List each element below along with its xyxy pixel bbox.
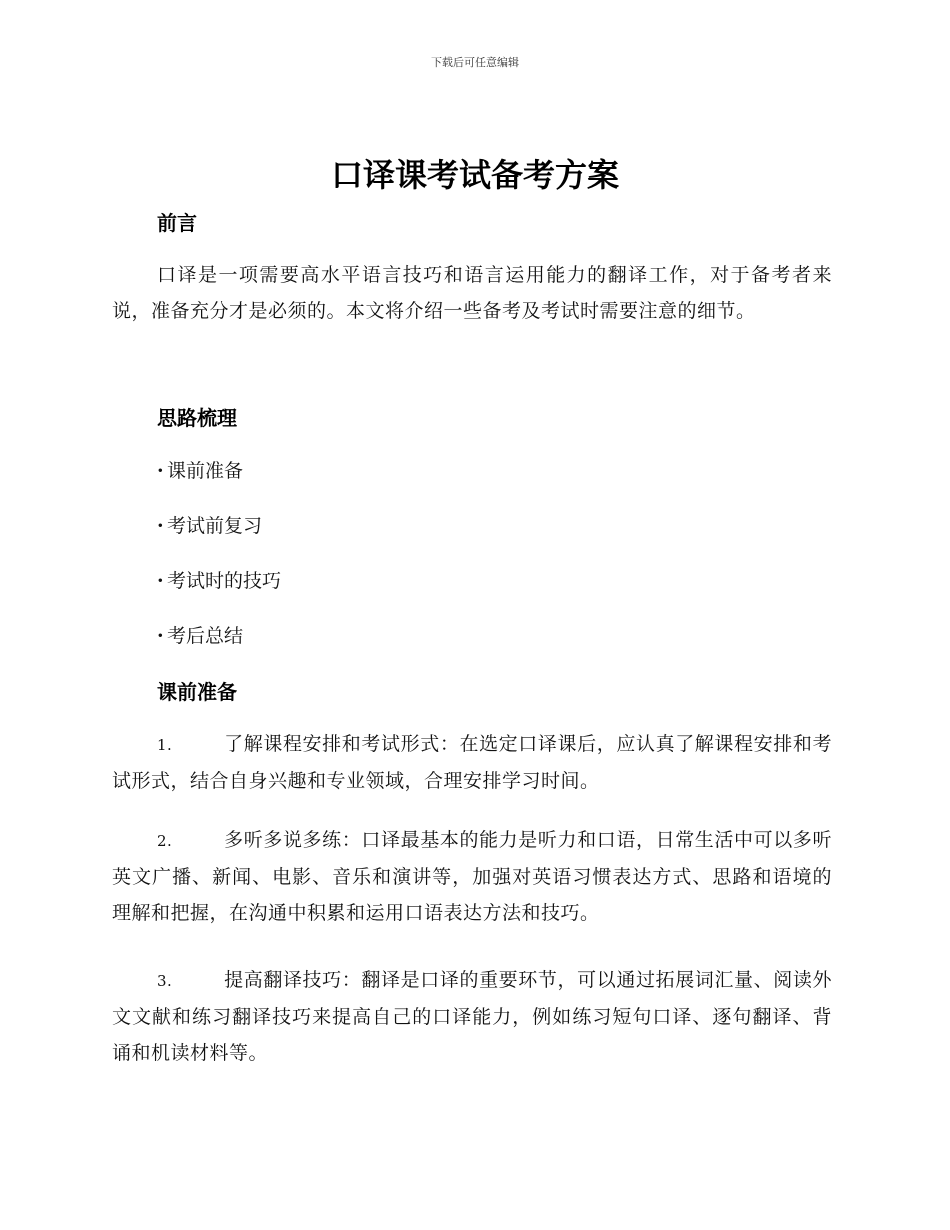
bullet-icon: ·	[157, 570, 164, 592]
item-text: 了解课程安排和考试形式：在选定口译课后，应认真了解课程安排和考试形式，结合自身兴趣和专业领域，合理安排学习时间。	[112, 733, 832, 792]
item-number: 1.	[157, 736, 173, 754]
outline-item-label: 考试时的技巧	[167, 570, 282, 592]
prep-item	[112, 962, 832, 1071]
bullet-icon: ·	[157, 460, 164, 482]
bullet-icon: ·	[157, 515, 164, 537]
outline-item-label: 课前准备	[167, 460, 244, 482]
outline-item-label: 考试前复习	[167, 515, 263, 537]
outline-item	[157, 621, 243, 648]
header-note: 下载后可任意编辑	[431, 56, 519, 69]
outline-item-label: 考后总结	[167, 625, 244, 647]
heading-preface: 前言	[157, 211, 197, 235]
item-number: 2.	[157, 832, 173, 850]
bullet-icon: ·	[157, 625, 164, 647]
preface-paragraph: 口译是一项需要高水平语言技巧和语言运用能力的翻译工作，对于备考者来说，准备充分才是必须的。本文将介绍一些备考及考试时需要注意的细节。	[112, 264, 832, 322]
outline-item	[157, 456, 243, 483]
item-number: 3.	[157, 972, 173, 990]
heading-prep: 课前准备	[157, 680, 237, 704]
prep-item	[112, 822, 832, 931]
document-title: 口译课考试备考方案	[330, 156, 619, 194]
outline-item	[157, 511, 262, 538]
item-text: 提高翻译技巧：翻译是口译的重要环节，可以通过拓展词汇量、阅读外文文献和练习翻译技巧来提高自己的口译能力，例如练习短句口译、逐句翻译、背诵和机读材料等。	[112, 969, 832, 1064]
prep-item	[112, 726, 832, 799]
heading-outline: 思路梳理	[157, 406, 237, 430]
item-text: 多听多说多练：口译最基本的能力是听力和口语，日常生活中可以多听英文广播、新闻、电影、音乐和演讲等，加强对英语习惯表达方式、思路和语境的理解和把握，在沟通中积累和运用口语表达方法和技巧。	[112, 829, 832, 924]
outline-item	[157, 566, 281, 593]
